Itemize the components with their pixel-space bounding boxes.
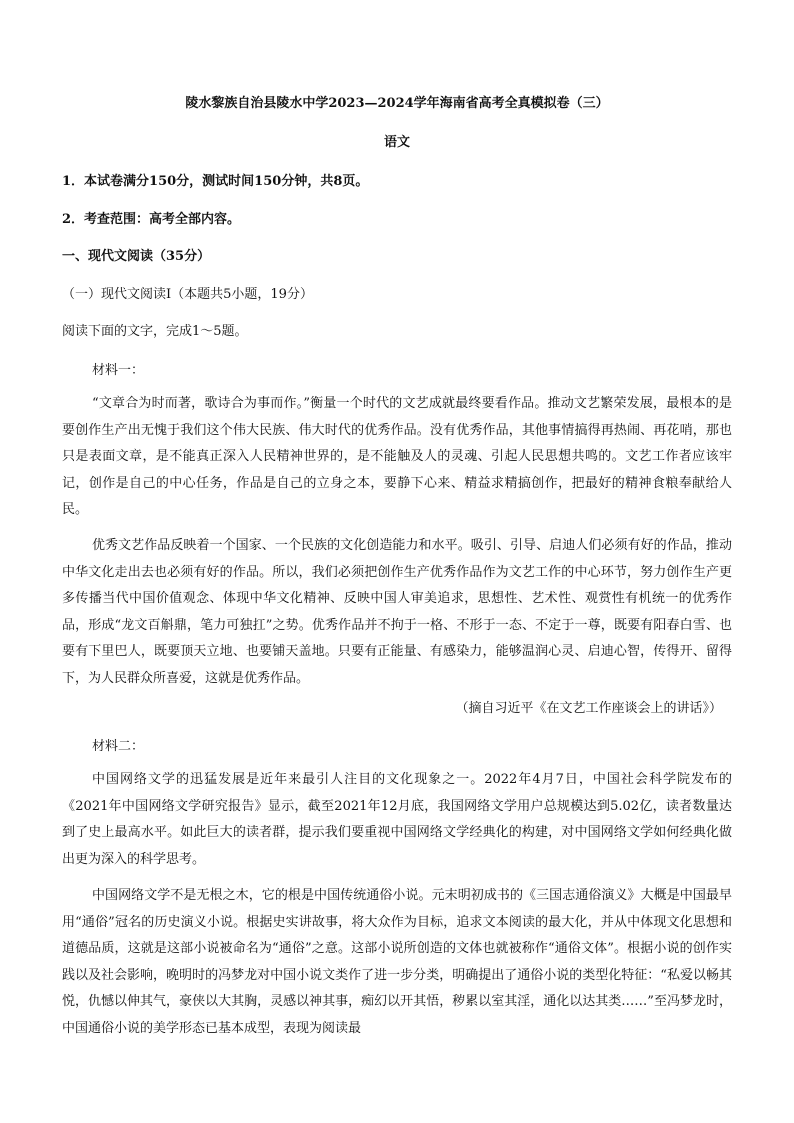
note-2: 2．考查范围：高考全部内容。	[62, 212, 241, 227]
exam-title: 陵水黎族自治县陵水中学2023—2024学年海南省高考全真模拟卷（三）	[185, 96, 609, 111]
material-two-paragraph-1: 中国网络文学的迅猛发展是近年来最引人注目的文化现象之一。2022年4月7日，中国社会科学院发布的《2021年中国网络文学研究报告》显示，截至2021年12月底，我国网络文学用户总规模达到5.02亿，读者数量达到了史上最高水平。如此巨大的读者群，提示我们要重视中国网络文学经典化的构建，对中国网络文学如何经典化做出更为深入的科学思考。	[62, 772, 732, 867]
note-1: 1．本试卷满分150分，测试时间150分钟，共8页。	[62, 174, 369, 189]
material-one-label: 材料一：	[92, 363, 145, 378]
material-one-source: （摘自习近平《在文艺工作座谈会上的讲话》）	[455, 701, 722, 716]
section-heading: 一、现代文阅读（35分）	[62, 249, 211, 264]
material-two-label: 材料二：	[92, 739, 145, 754]
subject-title: 语文	[383, 135, 410, 150]
reading-instruction: 阅读下面的文字，完成1～5题。	[62, 324, 248, 339]
material-one-paragraph-1: “文章合为时而著，歌诗合为事而作。”衡量一个时代的文艺成就最终要看作品。推动文艺繁荣发展，最根本的是要创作生产出无愧于我们这个伟大民族、伟大时代的优秀作品。没有优秀作品，其他事情搞得再热闹、再花哨，那也只是表面文章，是不能真正深入人民精神世界的，是不能触及人的灵魂、引起人民思想共鸣的。文艺工作者应该牢记，创作是自己的中心任务，作品是自己的立身之本，要静下心来、精益求精搞创作，把最好的精神食粮奉献给人民。	[62, 396, 732, 518]
material-two-paragraph-2: 中国网络文学不是无根之木，它的根是中国传统通俗小说。元末明初成书的《三国志通俗演义》大概是中国最早用“通俗”冠名的历史演义小说。根据史实讲故事，将大众作为目标，追求文本阅读的最大化，并从中体现文化思想和道德品质，这就是这部小说被命名为“通俗”之意。这部小说所创造的文体也就被称作“通俗文体”。根据小说的创作实践以及社会影响，晚明时的冯梦龙对中国小说文类作了进一步分类，明确提出了通俗小说的类型化特征：“私爱以畅其悦，仇憾以伸其气，豪侠以大其胸，灵感以神其事，痴幻以开其悟，秽累以室其淫，通化以达其类……”至冯梦龙时，中国通俗小说的美学形态已基本成型，表现为阅读最	[62, 888, 732, 1036]
material-one-paragraph-2: 优秀文艺作品反映着一个国家、一个民族的文化创造能力和水平。吸引、引导、启迪人们必须有好的作品，推动中华文化走出去也必须有好的作品。所以，我们必须把创作生产优秀作品作为文艺工作的中心环节，努力创作生产更多传播当代中国价值观念、体现中华文化精神、反映中国人审美追求，思想性、艺术性、观赏性有机统一的优秀作品，形成“龙文百斛鼎，笔力可独扛”之势。优秀作品并不拘于一格、不形于一态、不定于一尊，既要有阳春白雪、也要有下里巴人，既要顶天立地、也要铺天盖地。只要有正能量、有感染力，能够温润心灵、启迪心智，传得开、留得下，为人民群众所喜爱，这就是优秀作品。	[62, 538, 732, 686]
section-subheading: （一）现代文阅读Ⅰ（本题共5小题，19分）	[62, 287, 313, 302]
